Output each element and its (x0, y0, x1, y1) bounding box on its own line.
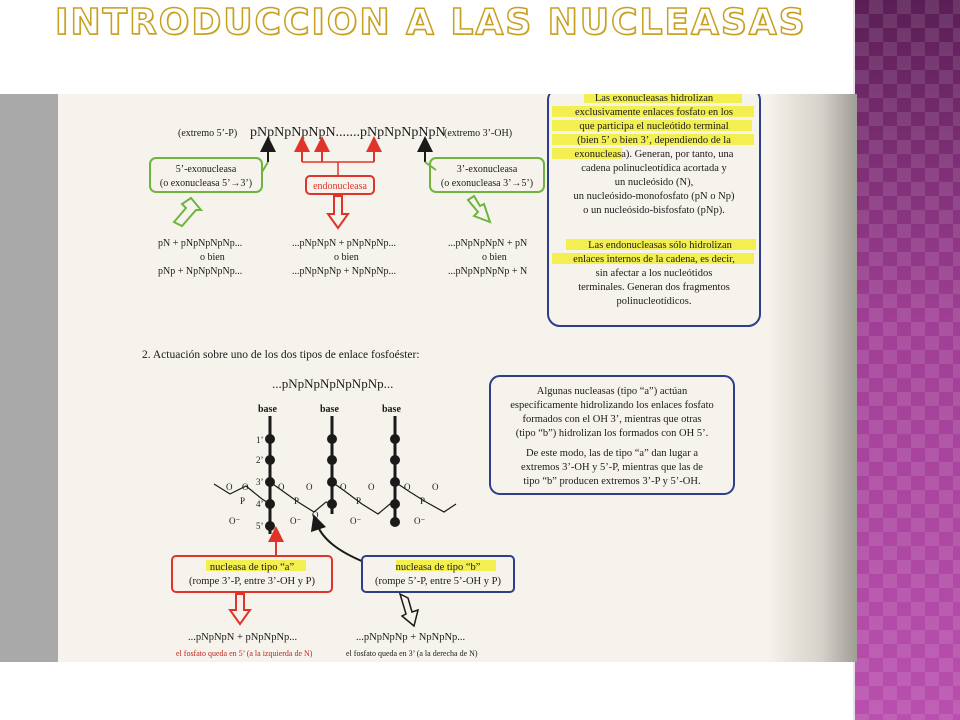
svg-text:O: O (312, 510, 319, 520)
exo3-line1: 3’-exonucleasa (456, 164, 518, 175)
type-b-line1: nucleasa de tipo “b” (395, 562, 481, 573)
note1-line-12: sin afectar a los nucleótidos (595, 268, 713, 279)
prod-right-1: ...pNpNpNpN + pN (448, 238, 528, 249)
svg-text:O: O (432, 482, 439, 492)
svg-text:O: O (404, 482, 411, 492)
note1-line-13: terminales. Generan dos fragmentos (578, 282, 730, 293)
exo5-line1: 5’-exonucleasa (175, 164, 237, 175)
carbon-3: 3’ (256, 477, 264, 487)
note2-line-4: (tipo “b”) hidrolizan los formados con OH 5’. (515, 428, 709, 439)
scanned-figure (0, 94, 857, 662)
base-label-3: base (382, 404, 401, 415)
carbon-1: 1’ (256, 435, 264, 445)
note1-line-2: exclusivamente enlaces fosfato en los (574, 107, 734, 118)
type-b-line2: (rompe 5’-P, entre 5’-OH y P) (375, 576, 501, 587)
svg-text:O⁻: O⁻ (414, 516, 426, 526)
scan-page-curl-shadow (767, 94, 857, 662)
prod-right-3: ...pNpNpNpNp + N (448, 266, 528, 277)
svg-text:P: P (294, 496, 300, 506)
exo3-line2: (o exonucleasa 3’→5’) (440, 178, 534, 189)
svg-text:O: O (306, 482, 313, 492)
slide-title: INTRODUCCION A LAS NUCLEASAS (55, 2, 807, 43)
prod-left-3: pNp + NpNpNpNp... (158, 266, 243, 277)
svg-text:P: P (240, 496, 246, 506)
note2-line-6: extremos 3’-OH y 5’-P, mientras que las de (521, 462, 703, 473)
svg-text:O⁻: O⁻ (229, 516, 241, 526)
bottom-right-note: el fosfato queda en 3’ (a la derecha de N) (346, 649, 478, 658)
svg-text:P: P (420, 496, 426, 506)
base-label-1: base (258, 404, 277, 415)
top-strand-sequence: pNpNpNpNpN.......pNpNpNpNpN (250, 125, 446, 140)
note1-line-9: o un nucleósido-bisfosfato (pNp). (583, 205, 725, 216)
note1-line-11: enlaces internos de la cadena, es decir, (573, 254, 735, 265)
svg-text:O: O (242, 482, 249, 492)
bottom-right-products: ...pNpNpNp + NpNpNp... (356, 632, 466, 643)
note2-line-7: tipo “b” producen extremos 3’-P y 5’-OH. (523, 476, 701, 487)
note2-line-5: De este modo, las de tipo “a” dan lugar a (525, 448, 699, 459)
extremo-3oh-label: (extremo 3’-OH) (444, 128, 513, 139)
note1-line-6: cadena polinucleotídica acortada y (581, 163, 727, 174)
note2-line-2: específicamente hidrolizando los enlaces fosfato (510, 400, 714, 411)
nuclease-diagram (0, 94, 857, 662)
scan-left-margin (0, 94, 58, 662)
svg-text:O: O (278, 482, 285, 492)
endo-down-arrow (328, 196, 348, 228)
sugar-backbone (214, 416, 456, 534)
svg-text:O⁻: O⁻ (290, 516, 302, 526)
exo5-down-arrow (174, 198, 201, 226)
extremo-5p-label: (extremo 5’-P) (178, 128, 238, 139)
note1-line-3: que participa el nucleótido terminal (579, 121, 729, 132)
carbon-4: 4’ (256, 499, 264, 509)
note1-line-7: un nucleósido (N), (614, 177, 694, 188)
prod-mid-2: o bien (334, 252, 359, 263)
base-label-2: base (320, 404, 339, 415)
bottom-left-note: el fosfato queda en 5’ (a la izquierda de N) (176, 649, 313, 658)
svg-text:O: O (340, 482, 347, 492)
type-b-down-arrow (400, 594, 418, 626)
prod-right-2: o bien (482, 252, 507, 263)
svg-text:O⁻: O⁻ (350, 516, 362, 526)
carbon-2: 2’ (256, 455, 264, 465)
svg-text:P: P (356, 496, 362, 506)
exo3-down-arrow (468, 196, 490, 222)
prod-mid-1: ...pNpNpN + pNpNpNp... (292, 238, 396, 249)
note1-line-1: Las exonucleasas hidrolizan (594, 94, 714, 104)
type-a-line1: nucleasa de tipo “a” (209, 562, 295, 573)
carbon-5: 5’ (256, 521, 264, 531)
note1-line-5: exonucleasa). Generan, por tanto, una (574, 149, 734, 160)
section2-heading: 2. Actuación sobre uno de los dos tipos de enlace fosfoéster: (142, 349, 420, 361)
type-a-down-arrow (230, 594, 250, 624)
endo-connector (302, 162, 374, 176)
note2-line-3: formados con el OH 3’, mientras que otras (522, 414, 702, 425)
prod-left-2: o bien (200, 252, 225, 263)
note1-line-4: (bien 5’ o bien 3’, dependiendo de la (577, 135, 731, 146)
exo5-line2: (o exonucleasa 5’→3’) (159, 178, 253, 189)
note1-line-10: Las endonucleasas sólo hidrolizan (588, 240, 732, 251)
svg-text:O: O (368, 482, 375, 492)
note2-line-1: Algunas nucleasas (tipo “a”) actúan (536, 386, 688, 397)
chain-sequence: ...pNpNpNpNpNpNp... (272, 376, 394, 391)
prod-left-1: pN + pNpNpNpNp... (158, 238, 243, 249)
note1-line-8: un nucleósido-monofosfato (pN o Np) (573, 191, 735, 202)
decorative-side-panel (855, 0, 960, 720)
svg-text:O: O (226, 482, 233, 492)
prod-mid-3: ...pNpNpNp + NpNpNp... (292, 266, 396, 277)
bottom-left-products: ...pNpNpN + pNpNpNp... (188, 632, 298, 643)
type-a-line2: (rompe 3’-P, entre 3’-OH y P) (189, 576, 315, 587)
note1-line-14: polinucleotídicos. (616, 296, 692, 307)
endo-label: endonucleasa (313, 181, 367, 192)
